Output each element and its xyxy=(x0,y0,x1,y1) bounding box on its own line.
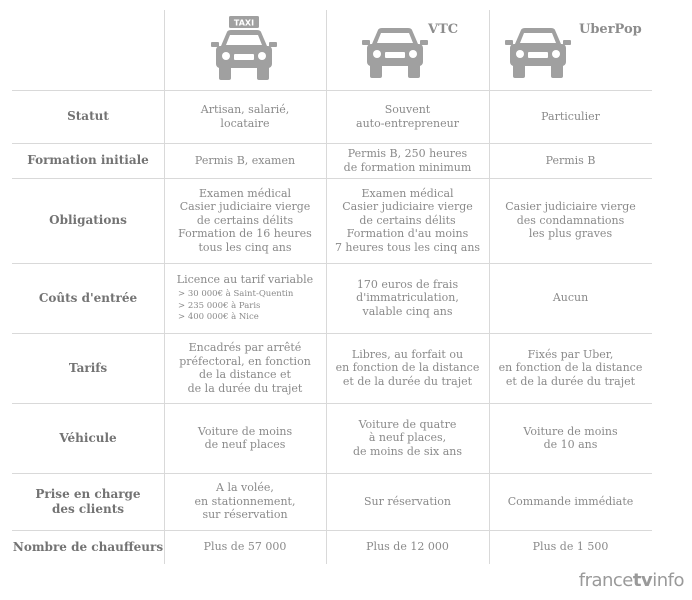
francetvinfo-logo: francetvinfo xyxy=(578,570,684,591)
row-label: Statut xyxy=(67,109,109,123)
cell-uberpop: Fixés par Uber, en fonction de la distance et de la durée du trajet xyxy=(498,347,643,388)
cell-uberpop: Voiture de moins de 10 ans xyxy=(523,424,618,451)
car-icon xyxy=(360,24,430,80)
column-label-vtc: VTC xyxy=(428,22,459,37)
row-label: Obligations xyxy=(49,213,127,227)
header-vtc xyxy=(326,10,489,90)
cell-taxi: Plus de 57 000 xyxy=(203,540,287,554)
cell-vtc: Sur réservation xyxy=(364,494,451,508)
column-label-uberpop: UberPop xyxy=(579,22,642,37)
cell-uberpop: Plus de 1 500 xyxy=(532,540,609,554)
cell-vtc: Examen médical Casier judiciaire vierge de certains délits Formation d'au moins 7 heures tous les cinq ans xyxy=(334,186,481,254)
cell-taxi: Voiture de moins de neuf places xyxy=(197,424,293,451)
cell-uberpop: Commande immédiate xyxy=(507,494,634,508)
row-label: Prise en charge des clients xyxy=(35,486,141,516)
row-label: Nombre de chauffeurs xyxy=(12,539,164,554)
cell-taxi: Artisan, salarié, locataire xyxy=(200,103,290,130)
cell-taxi: A la volée, en stationnement, sur réservation xyxy=(194,481,296,522)
car-icon xyxy=(503,24,573,80)
cell-taxi: Permis B, examen xyxy=(194,153,296,167)
cell-taxi: Encadrés par arrêté préfectoral, en fonction de la distance et de la durée du trajet xyxy=(179,341,311,395)
cell-uberpop: Permis B xyxy=(545,153,596,167)
row-label: Formation initiale xyxy=(27,153,149,167)
cell-vtc: Souvent auto-entrepreneur xyxy=(356,103,459,130)
cell-vtc: Plus de 12 000 xyxy=(366,540,449,554)
row-label: Véhicule xyxy=(59,430,117,445)
header-taxi xyxy=(164,10,326,90)
cell-vtc: Permis B, 250 heures de formation minimum xyxy=(343,147,472,174)
cell-vtc: Libres, au forfait ou en fonction de la distance et de la durée du trajet xyxy=(335,347,480,388)
cell-taxi: Licence au tarif variable > 30 000€ à Saint-Quentin > 235 000€ à Paris > 400 000€ à Nice xyxy=(176,272,314,322)
row-label: Coûts d'entrée xyxy=(38,290,138,305)
header-uberpop xyxy=(489,10,652,90)
taxi-icon xyxy=(209,16,279,82)
cell-vtc: Voiture de quatre à neuf places, de moins de six ans xyxy=(352,417,463,458)
cell-vtc: 170 euros de frais d'immatriculation, valable cinq ans xyxy=(356,277,459,318)
cell-taxi: Examen médical Casier judiciaire vierge de certains délits Formation de 16 heures tous les cinq ans xyxy=(178,186,312,254)
comparison-table xyxy=(12,10,652,564)
taxi-sign-text: TAXI xyxy=(233,18,255,28)
row-label: Tarifs xyxy=(68,360,108,375)
cell-uberpop: Aucun xyxy=(552,291,589,305)
cell-uberpop: Particulier xyxy=(541,109,600,123)
cell-uberpop: Casier judiciaire vierge des condamnations les plus graves xyxy=(505,200,636,241)
